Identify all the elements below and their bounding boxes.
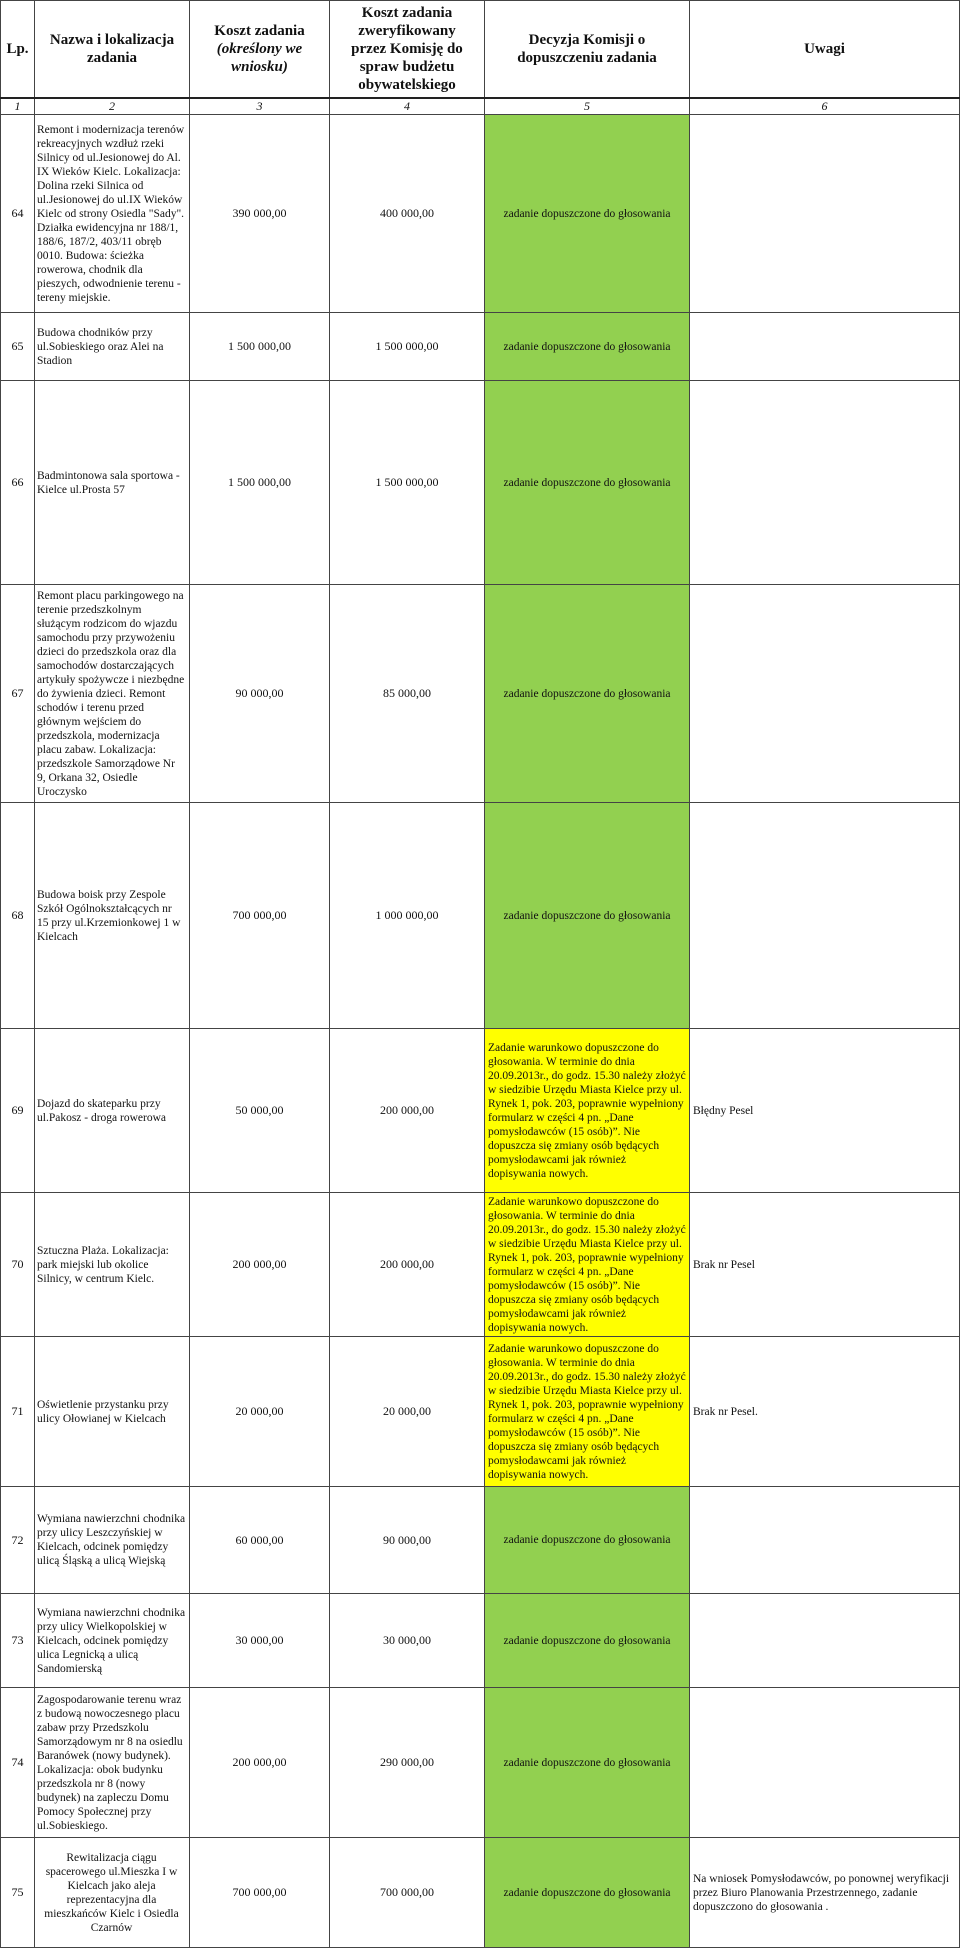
header-decision: Decyzja Komisji o dopuszczeniu zadania [485,1,690,98]
row-name: Rewitalizacja ciągu spacerowego ul.Mieszka I w Kielcach jako aleja reprezentacyjna dla mieszkańców Kielc i Osiedla Czarnów [35,1838,190,1948]
header-lp: Lp. [1,1,35,98]
row-decision: zadanie dopuszczone do głosowania [485,313,690,381]
row-notes [690,585,960,803]
row-lp: 75 [1,1838,35,1948]
row-verified-cost: 200 000,00 [330,1193,485,1337]
header-notes: Uwagi [690,1,960,98]
row-lp: 74 [1,1688,35,1838]
row-notes: Błędny Pesel [690,1029,960,1193]
row-notes [690,313,960,381]
table-row [1,1487,960,1594]
row-cost: 700 000,00 [190,803,330,1029]
table-row [1,381,960,585]
header-cost [190,1,330,98]
row-name: Remont i modernizacja terenów rekreacyjnych wzdłuż rzeki Silnicy od ul.Jesionowej do Al. IX Wieków Kielc. Lokalizacja: Dolina rzeki Silnica od ul.Jesionowej do ul.IX Wieków Kielc od strony Osiedla "Sady". Działka ewidencyjna nr 188/1, 188/6, 187/2, 403/11 obręb 0010. Budowa: ścieżka rowerowa, chodnik dla pieszych, odwodnienie terenu - tereny miejskie. [35,115,190,313]
row-notes [690,803,960,1029]
row-name: Sztuczna Plaża. Lokalizacja: park miejski lub okolice Silnicy, w centrum Kielc. [35,1193,190,1337]
row-cost: 60 000,00 [190,1487,330,1594]
row-name: Budowa chodników przy ul.Sobieskiego oraz Alei na Stadion [35,313,190,381]
table-row [1,1838,960,1948]
row-decision: zadanie dopuszczone do głosowania [485,381,690,585]
header-verified: Koszt zadania zweryfikowany przez Komisję do spraw budżetu obywatelskiego [330,1,485,98]
row-verified-cost: 400 000,00 [330,115,485,313]
row-decision: zadanie dopuszczone do głosowania [485,1838,690,1948]
column-number-row [1,98,960,115]
row-lp: 72 [1,1487,35,1594]
row-lp: 73 [1,1594,35,1688]
row-lp: 66 [1,381,35,585]
row-name: Wymiana nawierzchni chodnika przy ulicy Leszczyńskiej w Kielcach, odcinek pomiędzy ulicą Śląską a ulicą Wiejską [35,1487,190,1594]
row-cost: 50 000,00 [190,1029,330,1193]
column-number: 2 [35,98,190,115]
header-cost-title: Koszt zadania [214,22,305,39]
row-decision: zadanie dopuszczone do głosowania [485,803,690,1029]
row-lp: 68 [1,803,35,1029]
row-verified-cost: 85 000,00 [330,585,485,803]
row-notes [690,115,960,313]
row-decision: zadanie dopuszczone do głosowania [485,1688,690,1838]
row-name: Badmintonowa sala sportowa - Kielce ul.Prosta 57 [35,381,190,585]
row-decision: Zadanie warunkowo dopuszczone do głosowania. W terminie do dnia 20.09.2013r., do godz. 15.30 należy złożyć w siedzibie Urzędu Miasta Kielce przy ul. Rynek 1, pok. 203, poprawnie wypełniony formularz w części 4 pn. „Dane pomysłodawców (15 osób)”. Nie dopuszcza się zmiany osób będących pomysłodawcami jak również dopisywania nowych. [485,1029,690,1193]
row-verified-cost: 1 500 000,00 [330,381,485,585]
column-number: 4 [330,98,485,115]
row-cost: 200 000,00 [190,1688,330,1838]
header-name: Nazwa i lokalizacja zadania [35,1,190,98]
row-lp: 71 [1,1337,35,1487]
row-decision: zadanie dopuszczone do głosowania [485,1487,690,1594]
row-verified-cost: 700 000,00 [330,1838,485,1948]
row-cost: 390 000,00 [190,115,330,313]
row-lp: 69 [1,1029,35,1193]
column-number: 6 [690,98,960,115]
row-name: Budowa boisk przy Zespole Szkół Ogólnokształcących nr 15 przy ul.Krzemionkowej 1 w Kielcach [35,803,190,1029]
row-verified-cost: 1 500 000,00 [330,313,485,381]
row-lp: 70 [1,1193,35,1337]
row-cost: 700 000,00 [190,1838,330,1948]
table-row [1,1193,960,1337]
row-verified-cost: 1 000 000,00 [330,803,485,1029]
row-notes: Brak nr Pesel. [690,1337,960,1487]
row-lp: 65 [1,313,35,381]
row-notes [690,1688,960,1838]
row-verified-cost: 30 000,00 [330,1594,485,1688]
table-row [1,803,960,1029]
table-row [1,1337,960,1487]
row-cost: 200 000,00 [190,1193,330,1337]
row-cost: 1 500 000,00 [190,313,330,381]
row-decision: Zadanie warunkowo dopuszczone do głosowania. W terminie do dnia 20.09.2013r., do godz. 15.30 należy złożyć w siedzibie Urzędu Miasta Kielce przy ul. Rynek 1, pok. 203, poprawnie wypełniony formularz w części 4 pn. „Dane pomysłodawców (15 osób)”. Nie dopuszcza się zmiany osób będących pomysłodawcami jak również dopisywania nowych. [485,1193,690,1337]
row-name: Wymiana nawierzchni chodnika przy ulicy Wielkopolskiej w Kielcach, odcinek pomiędzy ulica Legnicką a ulicą Sandomierską [35,1594,190,1688]
table-row [1,1688,960,1838]
row-notes [690,381,960,585]
table-row [1,1594,960,1688]
row-decision: zadanie dopuszczone do głosowania [485,115,690,313]
header-row [1,1,960,98]
table-row [1,1029,960,1193]
row-name: Dojazd do skateparku przy ul.Pakosz - droga rowerowa [35,1029,190,1193]
row-decision: zadanie dopuszczone do głosowania [485,1594,690,1688]
row-cost: 20 000,00 [190,1337,330,1487]
header-cost-subtitle: (określony we wniosku) [216,40,303,75]
row-verified-cost: 20 000,00 [330,1337,485,1487]
row-verified-cost: 90 000,00 [330,1487,485,1594]
row-lp: 67 [1,585,35,803]
table-row [1,585,960,803]
row-verified-cost: 290 000,00 [330,1688,485,1838]
row-name: Oświetlenie przystanku przy ulicy Ołowianej w Kielcach [35,1337,190,1487]
row-lp: 64 [1,115,35,313]
row-decision: zadanie dopuszczone do głosowania [485,585,690,803]
table-row [1,115,960,313]
table-row [1,313,960,381]
row-notes: Na wniosek Pomysłodawców, po ponownej weryfikacji przez Biuro Planowania Przestrzennego, zadanie dopuszczono do głosowania . [690,1838,960,1948]
column-number: 3 [190,98,330,115]
row-name: Zagospodarowanie terenu wraz z budową nowoczesnego placu zabaw przy Przedszkolu Samorządowym nr 8 na osiedlu Baranówek (nowy budynek). Lokalizacja: obok budynku przedszkola nr 8 (nowy budynek) na zapleczu Domu Pomocy Społecznej przy ul.Sobieskiego. [35,1688,190,1838]
row-cost: 1 500 000,00 [190,381,330,585]
row-decision: Zadanie warunkowo dopuszczone do głosowania. W terminie do dnia 20.09.2013r., do godz. 15.30 należy złożyć w siedzibie Urzędu Miasta Kielce przy ul. Rynek 1, pok. 203, poprawnie wypełniony formularz w części 4 pn. „Dane pomysłodawców (15 osób)”. Nie dopuszcza się zmiany osób będących pomysłodawcami jak również dopisywania nowych. [485,1337,690,1487]
row-notes: Brak nr Pesel [690,1193,960,1337]
column-number: 1 [1,98,35,115]
row-verified-cost: 200 000,00 [330,1029,485,1193]
column-number: 5 [485,98,690,115]
row-cost: 30 000,00 [190,1594,330,1688]
row-cost: 90 000,00 [190,585,330,803]
row-notes [690,1594,960,1688]
row-name: Remont placu parkingowego na terenie przedszkolnym służącym rodzicom do wjazdu samochodu przy przywożeniu dzieci do przedszkola oraz dla samochodów dostarczających artykuły spożywcze i niezbędne do żywienia dzieci. Remont schodów i terenu przed głównym wejściem do przedszkola, modernizacja placu zabaw. Lokalizacja: przedszkole Samorządowe Nr 9, Orkana 32, Osiedle Uroczysko [35,585,190,803]
row-notes [690,1487,960,1594]
